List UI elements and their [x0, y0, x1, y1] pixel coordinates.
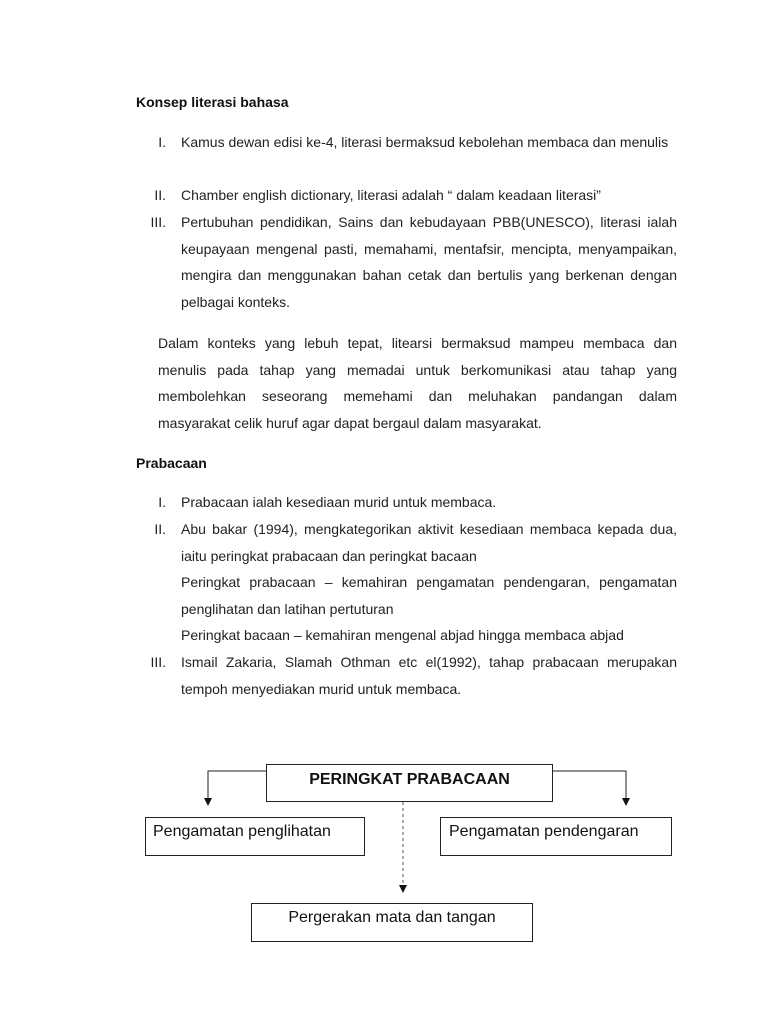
list-text: Kamus dewan edisi ke-4, literasi bermaksud kebolehan membaca dan menulis [181, 134, 669, 150]
section-heading-konsep-literasi: Konsep literasi bahasa [136, 94, 289, 110]
connector-left [208, 771, 266, 802]
diagram-left-box: Pengamatan penglihatan [145, 817, 365, 856]
list-number: III. [150, 654, 166, 670]
list-number: I. [158, 134, 166, 150]
list-text: Prabacaan ialah kesediaan murid untuk membaca. [181, 494, 497, 510]
section-heading-prabacaan: Prabacaan [136, 455, 207, 471]
list-text: Pertubuhan pendidikan, Sains dan kebudayaan PBB(UNESCO), literasi ialah keupayaan mengenal pasti, memahami, mentafsir, mencipta, menyampaikan, mengira dan menggunakan bahan cetak dan bertulis yang berkenan dengan pelbagai konteks. [181, 214, 677, 310]
sub-line-prabacaan: Peringkat prabacaan – kemahiran pengamatan pendengaran, pengamatan penglihatan dan latihan pertuturan [181, 574, 677, 617]
sub-line-bacaan: Peringkat bacaan – kemahiran mengenal abjad hingga membaca abjad [181, 627, 624, 643]
diagram-root-box: PERINGKAT PRABACAAN [266, 764, 553, 802]
list-number: I. [158, 494, 166, 510]
list-text: Abu bakar (1994), mengkategorikan aktivit kesediaan membaca kepada dua, iaitu peringkat prabacaan dan peringkat bacaan [181, 521, 677, 564]
connector-right [553, 771, 626, 802]
list-number: III. [150, 214, 166, 230]
diagram-bottom-box: Pergerakan mata dan tangan [251, 903, 533, 942]
list-text: Ismail Zakaria, Slamah Othman etc el(1992), tahap prabacaan merupakan tempoh menyediakan murid untuk membaca. [181, 654, 677, 697]
list-number: II. [154, 187, 166, 203]
diagram-right-box: Pengamatan pendengaran [440, 817, 672, 856]
list-number: II. [154, 521, 166, 537]
paragraph-konteks: Dalam konteks yang lebuh tepat, litearsi bermaksud mampeu membaca dan menulis pada tahap yang memadai untuk berkomunikasi atau tahap yang membolehkan seseorang memehami dan meluhakan pandangan dalam masyarakat celik huruf agar dapat bergaul dalam masyarakat. [158, 335, 677, 431]
list-text: Chamber english dictionary, literasi adalah “ dalam keadaan literasi” [181, 187, 601, 203]
